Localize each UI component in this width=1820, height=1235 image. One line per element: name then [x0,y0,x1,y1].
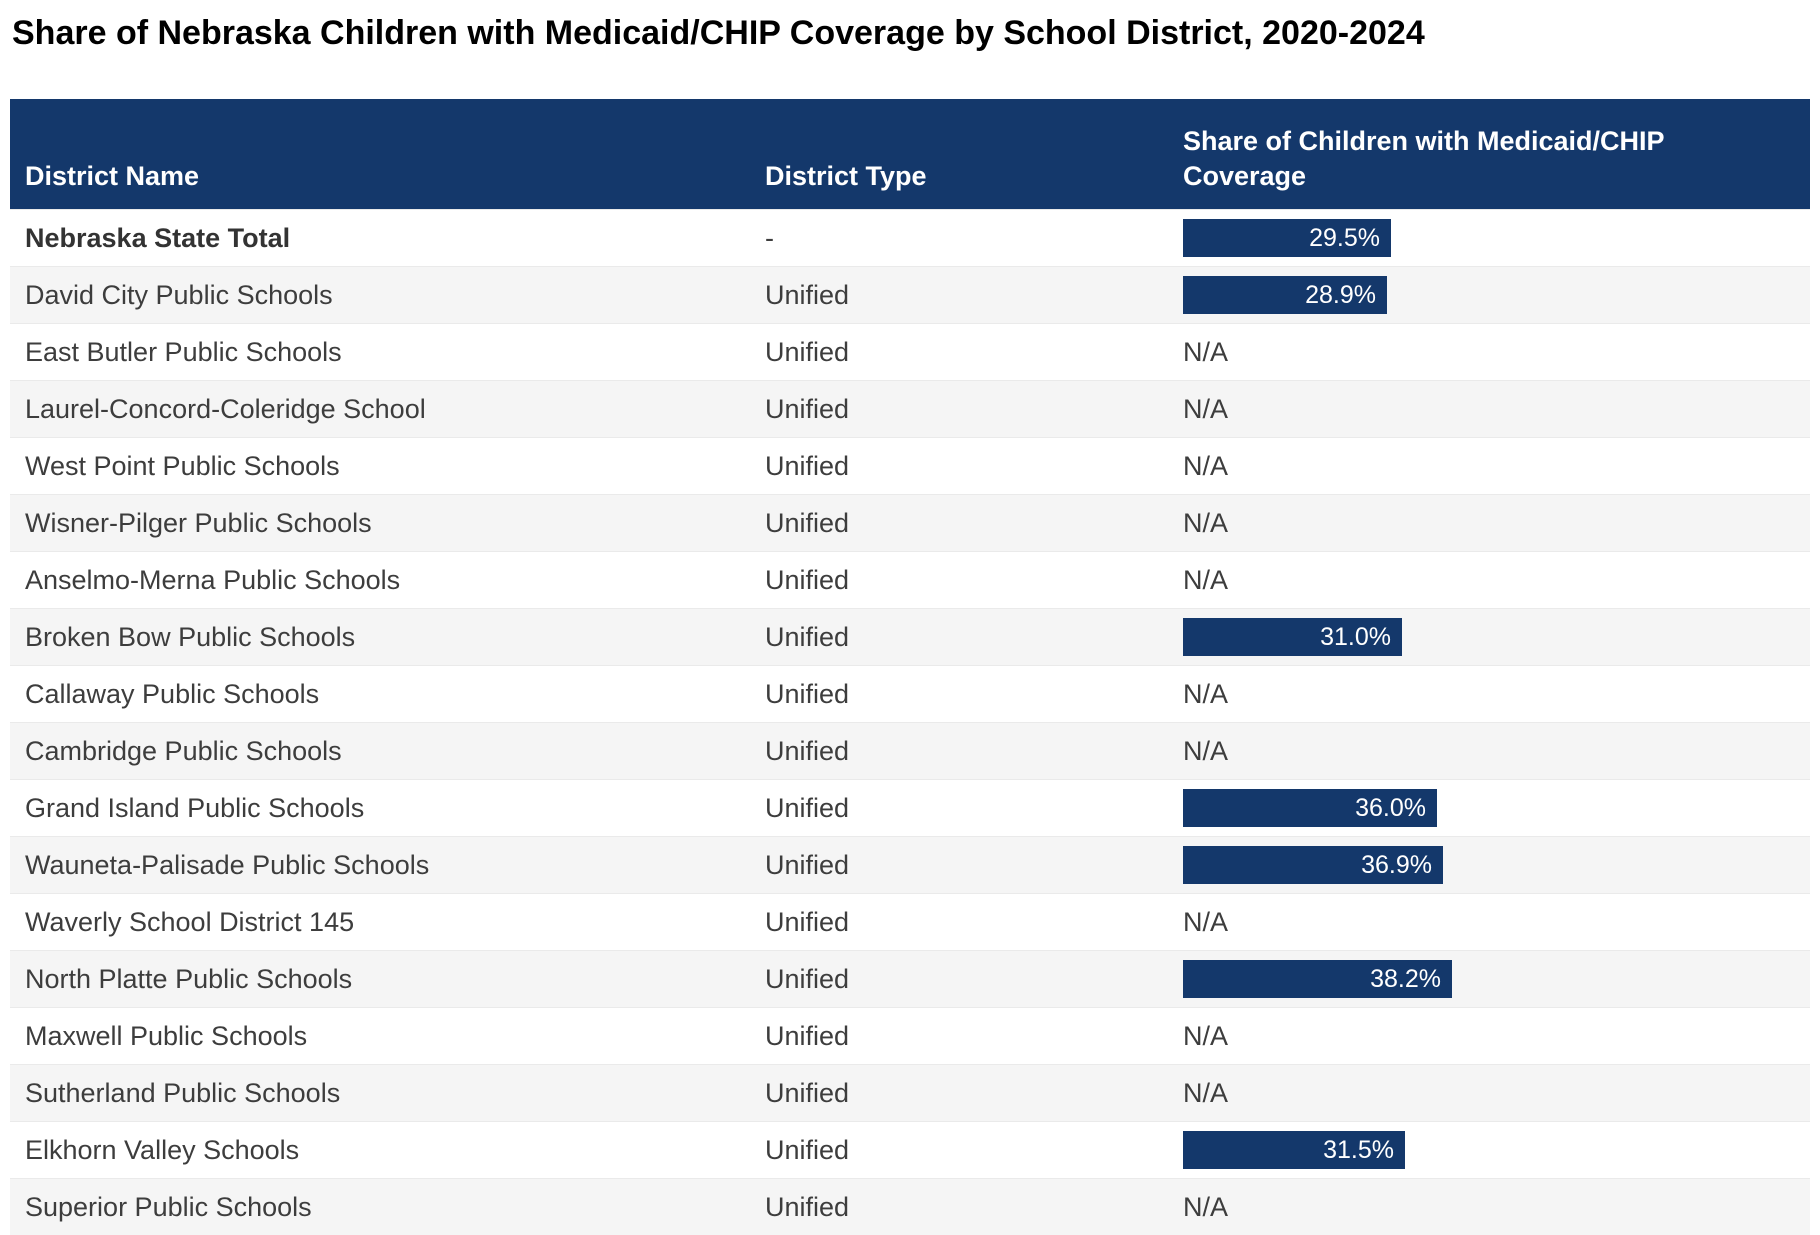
table-row [10,722,1810,779]
district-name-cell: Elkhorn Valley Schools [25,1134,300,1165]
coverage-cell [1183,736,1810,767]
district-type-cell: Unified [765,564,850,595]
district-name-cell: Wauneta-Palisade Public Schools [25,849,430,880]
district-name-cell: North Platte Public Schools [25,963,353,994]
coverage-bar [1183,276,1387,314]
district-name-cell: Wisner-Pilger Public Schools [25,507,372,538]
district-name-cell: West Point Public Schools [25,450,340,481]
coverage-na-label: N/A [1183,1191,1229,1222]
coverage-table [10,99,1810,1235]
coverage-cell [1183,960,1810,998]
table-row [10,494,1810,551]
district-name-cell: Waverly School District 145 [25,906,355,937]
table-row [10,779,1810,836]
table-row [10,266,1810,323]
column-header-district-type: District Type [765,160,927,191]
district-type-cell: Unified [765,678,850,709]
table-row [10,380,1810,437]
coverage-cell [1183,1192,1810,1223]
table-row [10,1121,1810,1178]
district-name-cell: Callaway Public Schools [25,678,320,709]
district-name-cell: Anselmo-Merna Public Schools [25,564,401,595]
district-type-cell: Unified [765,906,850,937]
table-row [10,323,1810,380]
district-name-cell: Broken Bow Public Schools [25,621,356,652]
table-row [10,665,1810,722]
coverage-cell [1183,1078,1810,1109]
coverage-bar [1183,789,1437,827]
coverage-cell [1183,907,1810,938]
district-type-cell: Unified [765,963,850,994]
coverage-cell [1183,394,1810,425]
coverage-na-label: N/A [1183,507,1229,538]
district-name-cell: Superior Public Schools [25,1191,312,1222]
district-type-cell: Unified [765,1020,850,1051]
coverage-value-label: 28.9% [1305,280,1376,309]
coverage-na-label: N/A [1183,906,1229,937]
coverage-na-label: N/A [1183,1077,1229,1108]
district-type-cell: Unified [765,336,850,367]
coverage-na-label: N/A [1183,450,1229,481]
coverage-bar [1183,846,1443,884]
district-type-cell: Unified [765,849,850,880]
coverage-bar [1183,960,1452,998]
district-type-cell: - [765,222,774,253]
table-row [10,608,1810,665]
coverage-value-label: 36.0% [1355,793,1426,822]
district-type-cell: Unified [765,792,850,823]
coverage-cell [1183,219,1810,257]
coverage-cell [1183,789,1810,827]
coverage-value-label: 38.2% [1370,964,1441,993]
district-name-cell: Grand Island Public Schools [25,792,365,823]
table-row [10,950,1810,1007]
coverage-na-label: N/A [1183,678,1229,709]
coverage-value-label: 31.0% [1320,622,1391,651]
coverage-na-label: N/A [1183,1020,1229,1051]
column-header-coverage-label: Share of Children with Medicaid/CHIP Coverage [1183,126,1665,191]
district-type-cell: Unified [765,393,850,424]
coverage-cell [1183,679,1810,710]
coverage-na-label: N/A [1183,336,1229,367]
coverage-na-label: N/A [1183,735,1229,766]
district-name-cell: Maxwell Public Schools [25,1020,308,1051]
district-name-cell: Cambridge Public Schools [25,735,342,766]
coverage-cell [1183,508,1810,539]
table-row [10,836,1810,893]
table-row [10,209,1810,266]
coverage-bar [1183,1131,1405,1169]
coverage-cell [1183,1021,1810,1052]
table-row [10,551,1810,608]
table-row [10,1178,1810,1235]
district-name-cell: Nebraska State Total [25,222,291,253]
coverage-cell [1183,618,1810,656]
district-type-cell: Unified [765,1077,850,1108]
coverage-cell [1183,1131,1810,1169]
district-type-cell: Unified [765,1191,850,1222]
table-header-row [10,99,1810,209]
district-type-cell: Unified [765,735,850,766]
district-type-cell: Unified [765,621,850,652]
table-row [10,893,1810,950]
coverage-value-label: 29.5% [1309,223,1380,252]
table-row [10,1064,1810,1121]
column-header-coverage [1183,124,1810,193]
district-name-cell: Laurel-Concord-Coleridge School [25,393,426,424]
coverage-bar [1183,618,1402,656]
table-body [10,209,1810,1235]
table-row [10,1007,1810,1064]
column-header-district-name: District Name [25,160,200,191]
district-name-cell: David City Public Schools [25,279,333,310]
coverage-na-label: N/A [1183,564,1229,595]
coverage-na-label: N/A [1183,393,1229,424]
district-type-cell: Unified [765,1134,850,1165]
coverage-cell [1183,846,1810,884]
coverage-cell [1183,565,1810,596]
district-name-cell: East Butler Public Schools [25,336,342,367]
table-row [10,437,1810,494]
district-name-cell: Sutherland Public Schools [25,1077,341,1108]
coverage-value-label: 36.9% [1361,850,1432,879]
district-type-cell: Unified [765,507,850,538]
coverage-cell [1183,337,1810,368]
coverage-value-label: 31.5% [1323,1135,1394,1164]
page-title: Share of Nebraska Children with Medicaid/CHIP Coverage by School District, 2020-2024 [12,14,1425,52]
coverage-cell [1183,451,1810,482]
coverage-cell [1183,276,1810,314]
district-type-cell: Unified [765,279,850,310]
coverage-bar [1183,219,1391,257]
district-type-cell: Unified [765,450,850,481]
